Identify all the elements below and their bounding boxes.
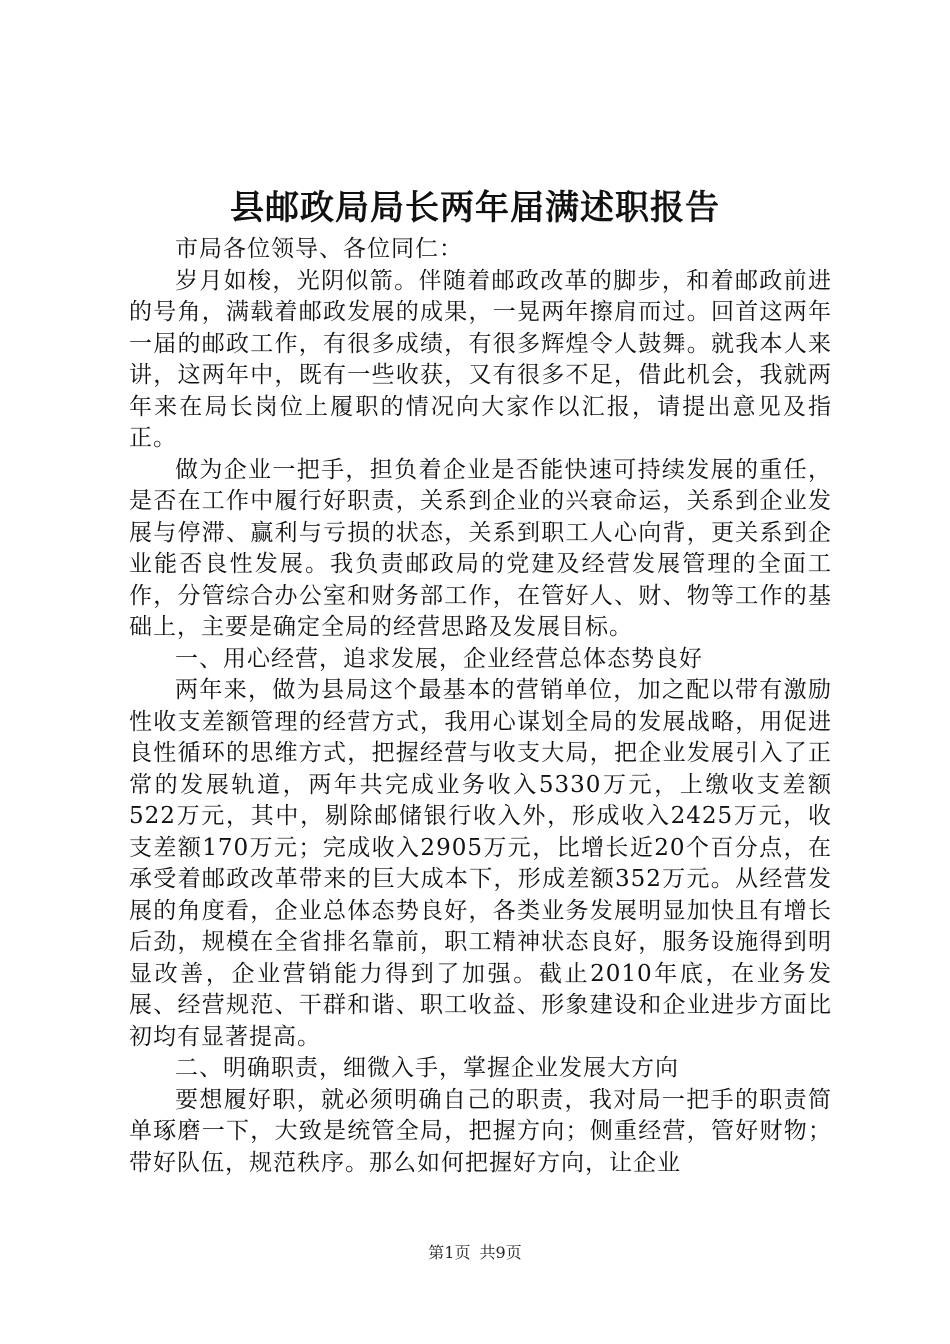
page-footer bbox=[0, 1241, 950, 1265]
document-body bbox=[129, 234, 832, 1179]
operations-paragraph: 两年来，做为县局这个最基本的营销单位，加之配以带有激励性收支差额管理的经营方式，我用心谋划全局的发展战略，用促进良性循环的思维方式，把握经营与收支大局，把企业发展引入了正常的发展轨道，两年共完成业务收入5330万元，上缴收支差额522万元，其中，剔除邮储银行收入外，形成收入2425万元，收支差额170万元；完成收入2905万元，比增长近20个百分点，在承受着邮政改革带来的巨大成本下，形成差额352万元。从经营发展的角度看，企业总体态势良好，各类业务发展明显加快且有增长后劲，规模在全省排名靠前，职工精神状态良好，服务设施得到明显改善，企业营销能力得到了加强。截止2010年底，在业务发展、经营规范、干群和谐、职工收益、形象建设和企业进步方面比初均有显著提高。 bbox=[129, 677, 832, 1050]
document-title: 县邮政局局长两年届满述职报告 bbox=[230, 188, 720, 228]
page-number: 第1页 bbox=[428, 1243, 471, 1262]
salutation-paragraph: 市局各位领导、各位同仁： bbox=[175, 236, 463, 262]
section-heading-2: 二、明确职责，细微入手，掌握企业发展大方向 bbox=[175, 1055, 679, 1081]
page-total: 共9页 bbox=[479, 1243, 522, 1262]
duties-paragraph: 要想履好职，就必须明确自己的职责，我对局一把手的职责简单琢磨一下，大致是统管全局，把握方向；侧重经营，管好财物；带好队伍，规范秩序。那么如何把握好方向，让企业 bbox=[129, 1086, 832, 1176]
responsibility-paragraph: 做为企业一把手，担负着企业是否能快速可持续发展的重任，是否在工作中履行好职责，关系到企业的兴衰命运，关系到企业发展与停滞、赢利与亏损的状态，关系到职工人心向背，更关系到企业能否良性发展。我负责邮政局的党建及经营发展管理的全面工作，分管综合办公室和财务部工作，在管好人、财、物等工作的基础上，主要是确定全局的经营思路及发展目标。 bbox=[129, 456, 832, 640]
intro-paragraph: 岁月如梭，光阴似箭。伴随着邮政改革的脚步，和着邮政前进的号角，满载着邮政发展的成果，一晃两年擦肩而过。回首这两年一届的邮政工作，有很多成绩，有很多辉煌令人鼓舞。就我本人来讲，这两年中，既有一些收获，又有很多不足，借此机会，我就两年来在局长岗位上履职的情况向大家作以汇报，请提出意见及指正。 bbox=[129, 267, 832, 451]
section-heading-1: 一、用心经营，追求发展，企业经营总体态势良好 bbox=[175, 645, 703, 672]
